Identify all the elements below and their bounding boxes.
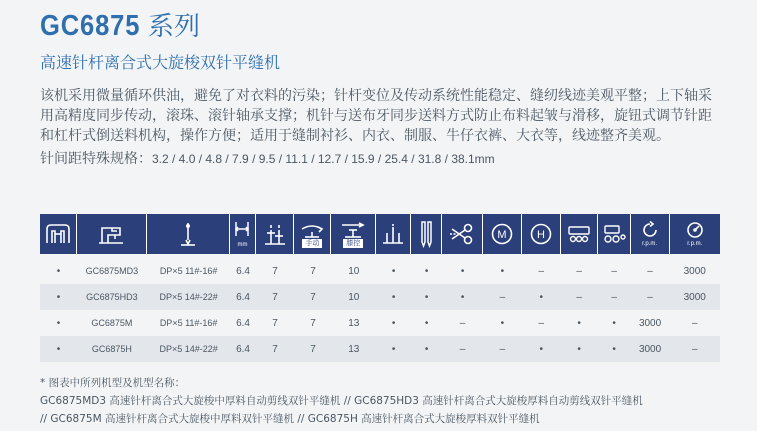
table-cell: – (611, 265, 617, 277)
table-cell: 6.4 (236, 343, 250, 355)
table-cell: • (56, 265, 61, 277)
table-cell: – (611, 291, 617, 303)
notes-line: GC6875MD3 高速针杆离合式大旋梭中厚料自动剪线双针平缝机 // GC6875HD3 高速针杆离合式大旋梭厚料自动剪线双针平缝机 (40, 395, 643, 407)
header-cell (670, 214, 720, 254)
model-cell: GC6875MD3 (85, 266, 139, 276)
description-line: 和杠杆式倒送料机构，操作方便；适用于缝制衬衫、内衣、制服、牛仔衣裤、大衣等，线迹整齐美观。 (40, 128, 670, 144)
needle-cell: DP×5 11#-16# (159, 318, 218, 328)
table-cell: • (391, 317, 396, 329)
table-cell: • (424, 343, 429, 355)
header-cell (631, 214, 670, 254)
table-cell: • (391, 343, 396, 355)
table-cell: • (424, 291, 429, 303)
table-cell: – (459, 343, 466, 355)
thread-trimmer-icon (448, 222, 476, 246)
table-cell: 10 (348, 291, 360, 303)
speed-icon (640, 220, 660, 240)
header-cell (483, 214, 522, 254)
header-cell (522, 214, 561, 254)
m-hook-icon (490, 222, 514, 246)
notes-line: // GC6875M 高速针杆离合式大旋梭中厚料双针平缝机 // GC6875H 高速针杆离合式大旋梭厚料双针平缝机 (40, 413, 540, 425)
page-title (40, 6, 200, 46)
table-cell: • (56, 291, 61, 303)
spec-table (40, 214, 720, 362)
table-cell: 6.4 (236, 291, 250, 303)
header-cell (376, 214, 411, 254)
needle-icon (178, 221, 198, 247)
title-model: GC6875 (40, 10, 141, 42)
table-cell: 7 (272, 291, 278, 303)
table-cell: – (499, 343, 506, 355)
title-series: 系列 (148, 12, 201, 42)
header-cell (442, 214, 483, 254)
table-cell: – (647, 291, 653, 303)
table-cell: • (391, 265, 396, 277)
table-cell: – (459, 317, 466, 329)
stitch-pattern-icon (380, 221, 406, 247)
table-cell: • (460, 291, 465, 303)
needle-cell: DP×5 11#-16# (159, 266, 218, 276)
model-cell: GC6875HD3 (86, 292, 138, 302)
header-cell (77, 214, 147, 254)
header-cell (230, 214, 255, 254)
table-cell: – (576, 291, 582, 303)
table-row (40, 310, 720, 336)
model-cell: GC6875M (91, 318, 133, 328)
model-cell: GC6875H (91, 344, 132, 354)
max-speed-icon (685, 220, 705, 240)
table-cell: 7 (272, 343, 278, 355)
table-cell: 7 (272, 317, 278, 329)
notes-heading: * 图表中所列机型及机型名称： (40, 377, 186, 389)
max-speed-unit: r.p.m. (687, 241, 703, 247)
header-cell (561, 214, 598, 254)
table-cell: – (647, 265, 653, 277)
spacing-values: 3.2 / 4.0 / 4.8 / 7.9 / 9.5 / 11.1 / 12.7 / 15.9 / 25.4 / 31.8 / 38.1mm (152, 152, 495, 166)
table-cell: 13 (348, 343, 360, 355)
spec-table-header (40, 214, 720, 254)
sewing-machine-icon (96, 222, 126, 246)
table-cell: • (539, 291, 544, 303)
table-cell: 10 (348, 265, 360, 277)
page-subtitle: 高速针杆离合式大旋梭双针平缝机 (40, 53, 281, 72)
table-row (40, 258, 720, 284)
table-cell: 7 (310, 317, 316, 329)
table-cell: 13 (348, 317, 360, 329)
needle-cell: DP×5 14#-22# (159, 292, 218, 302)
table-cell: 6.4 (236, 265, 250, 277)
spacing-label: 针间距特殊规格： (40, 151, 152, 167)
needle-cell: DP×5 14#-22# (159, 344, 218, 354)
table-cell: 3000 (638, 317, 662, 329)
table-cell: – (691, 343, 698, 355)
description-line: 用高精度同步传动，滚珠、滚针轴承支撑；机针与送布牙同步送料方式防止布料起皱与滑移，旋钮式调节针距 (40, 108, 712, 124)
hand-lift-label: 手动 (302, 239, 322, 248)
table-row (40, 336, 720, 362)
twin-needle-icon (416, 220, 436, 248)
table-cell: • (460, 265, 465, 277)
table-cell: – (538, 265, 545, 277)
table-cell: • (500, 265, 505, 277)
table-cell: • (391, 291, 396, 303)
table-cell: • (56, 317, 61, 329)
table-cell: – (576, 265, 582, 277)
header-cell (331, 214, 376, 254)
hand-lift-icon (299, 221, 325, 239)
table-cell: 7 (310, 265, 316, 277)
table-cell: • (612, 343, 616, 355)
table-cell: 7 (310, 291, 316, 303)
knee-lift-label: 膝控 (343, 239, 363, 248)
lubrication-icon (565, 223, 593, 245)
header-cell (294, 214, 331, 254)
header-cell (598, 214, 631, 254)
table-cell: 6.4 (236, 317, 250, 329)
table-cell: 7 (272, 265, 278, 277)
table-cell: • (424, 317, 429, 329)
table-cell: • (500, 317, 505, 329)
table-cell: – (499, 291, 506, 303)
table-cell: • (612, 317, 616, 329)
needle-spacing-spec (40, 148, 495, 168)
knee-lift-icon (339, 221, 367, 239)
table-cell: • (577, 343, 581, 355)
speed-unit: r.p.m. (642, 241, 658, 247)
table-cell: • (56, 343, 61, 355)
model-notes (40, 374, 643, 428)
header-cell (147, 214, 231, 254)
table-cell: • (424, 265, 429, 277)
header-cell (40, 214, 77, 254)
table-cell: 3000 (683, 265, 706, 277)
stitch-length-icon (232, 220, 252, 242)
table-cell: 3000 (683, 291, 706, 303)
m-hook-letter: M (497, 229, 507, 241)
presser-lift-icon (262, 221, 288, 247)
table-cell: – (538, 317, 545, 329)
motor-icon (600, 223, 628, 245)
description-line: 该机采用微量循环供油，避免了对衣料的污染；针杆变位及传动系统性能稳定、缝纫线迹美观平整；上下轴采 (40, 88, 712, 104)
table-cell: 7 (310, 343, 316, 355)
table-cell: 3000 (638, 343, 662, 355)
table-cell: – (691, 317, 698, 329)
header-cell (411, 214, 442, 254)
table-cell: • (539, 343, 544, 355)
machine-bed-icon (44, 222, 72, 246)
h-hook-icon (529, 222, 553, 246)
table-cell: • (577, 317, 581, 329)
header-cell (256, 214, 295, 254)
h-hook-letter: H (536, 229, 545, 241)
product-description (40, 86, 755, 146)
table-row (40, 284, 720, 310)
stitch-length-unit: mm (237, 241, 248, 248)
